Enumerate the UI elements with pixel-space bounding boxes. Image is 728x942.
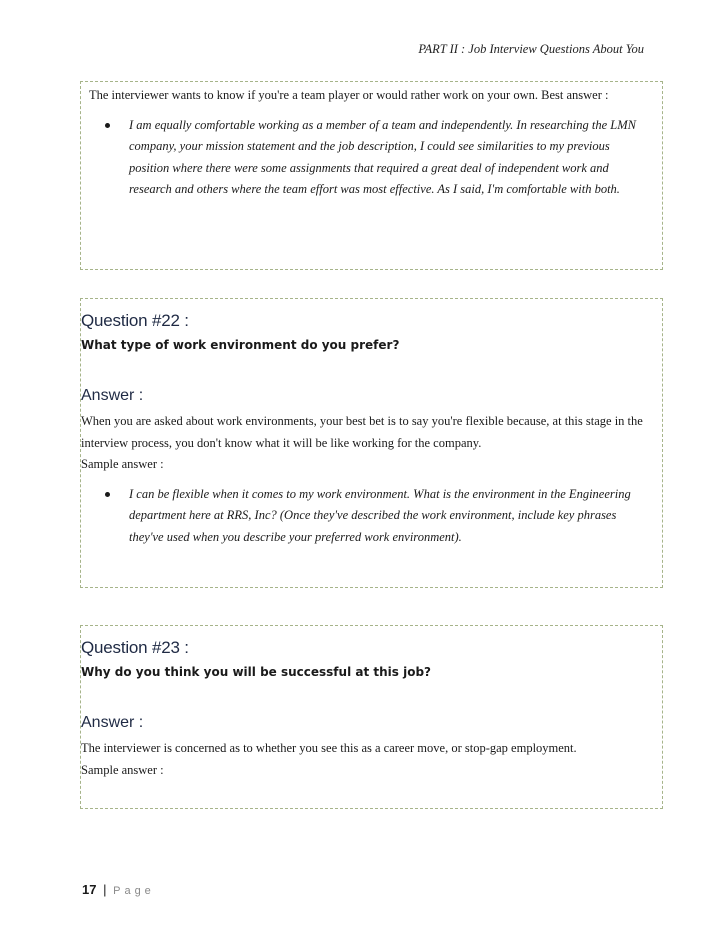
bullet-icon bbox=[105, 123, 110, 128]
intro-text: The interviewer wants to know if you're a team player or would rather work on your own. Best answer : bbox=[89, 88, 609, 102]
question-heading: Question #23 : bbox=[81, 638, 189, 657]
page-footer bbox=[82, 882, 155, 897]
footer-separator: | bbox=[103, 882, 107, 897]
sample-answer-item bbox=[81, 484, 662, 549]
sample-answer-list bbox=[81, 484, 662, 549]
sample-answer-label: Sample answer : bbox=[81, 762, 164, 777]
answer-continuation-box bbox=[80, 81, 663, 270]
running-header: PART II : Job Interview Questions About You bbox=[418, 42, 644, 56]
answer-heading: Answer : bbox=[81, 714, 144, 731]
answer-text: The interviewer is concerned as to whether you see this as a career move, or stop-gap employment. bbox=[81, 741, 577, 755]
bullet-icon bbox=[105, 492, 110, 497]
question-text: Why do you think you will be successful at this job? bbox=[81, 665, 431, 679]
question-23-box bbox=[80, 625, 663, 809]
sample-answer-item bbox=[81, 115, 662, 201]
question-22-box bbox=[80, 298, 663, 588]
question-heading: Question #22 : bbox=[81, 311, 189, 330]
sample-answer-text: I am equally comfortable working as a member of a team and independently. In researching the LMN company, your mission statement and the job description, I could see similarities to my previous position where there were some assignments that required a great deal of independent work and research and others where the team effort was most effective. As I said, I'm comfortable with both. bbox=[129, 117, 636, 196]
page-label: Page bbox=[113, 885, 155, 897]
answer-text: When you are asked about work environments, your best bet is to say you're flexible because, at this stage in the interview process, you don't know what it will be like working for the company. bbox=[81, 414, 643, 450]
sample-answer-text: I can be flexible when it comes to my work environment. What is the environment in the Engineering department here at RRS, Inc? (Once they've described the work environment, include key phrases they've used when you describe your preferred work environment). bbox=[129, 486, 631, 544]
sample-answer-label: Sample answer : bbox=[81, 457, 164, 471]
question-text: What type of work environment do you prefer? bbox=[81, 338, 400, 352]
sample-answer-list bbox=[81, 115, 662, 201]
page-number: 17 bbox=[82, 882, 97, 897]
answer-heading: Answer : bbox=[81, 387, 144, 404]
